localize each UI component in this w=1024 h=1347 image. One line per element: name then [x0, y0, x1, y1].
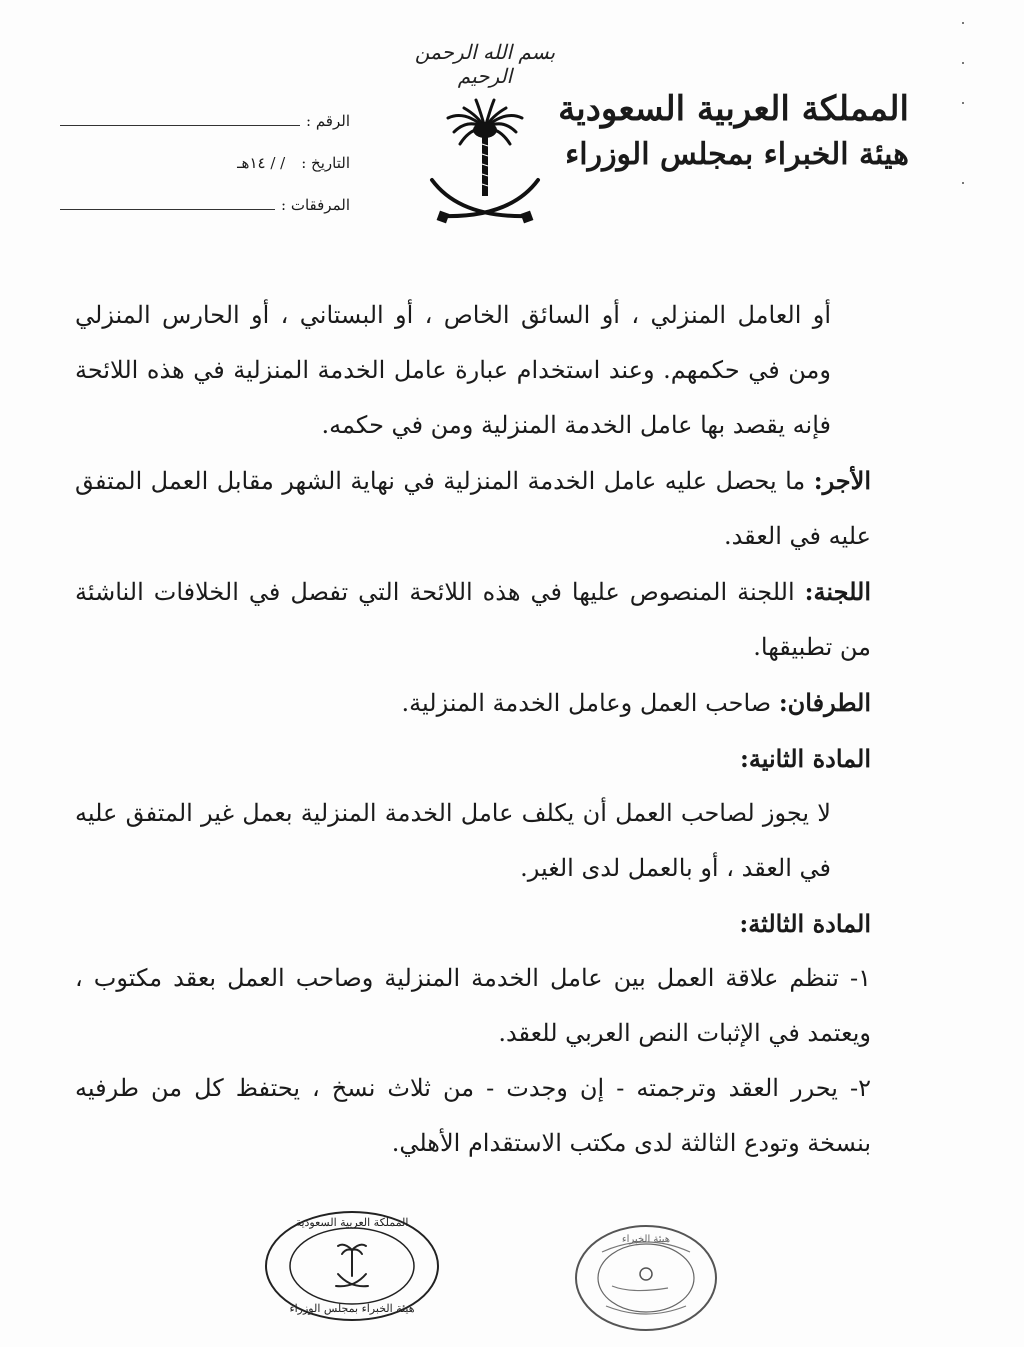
parties-definition — [75, 675, 871, 731]
margin-mark — [962, 22, 964, 24]
committee-definition — [75, 564, 871, 675]
reference-number-row — [60, 88, 350, 130]
margin-mark — [962, 62, 964, 64]
date-row — [60, 130, 350, 172]
wage-text: ما يحصل عليه عامل الخدمة المنزلية في نهاية الشهر مقابل العمل المتفق عليه في العقد. — [75, 467, 871, 550]
parties-term: الطرفان: — [778, 688, 871, 717]
attachments-label: المرفقات : — [281, 196, 350, 214]
wage-term: الأجر: — [813, 466, 871, 495]
official-seal-stamp-icon — [262, 1208, 442, 1324]
date-value: / / ١٤هـ — [237, 154, 286, 172]
basmala-heading: بسم الله الرحمن الرحيم — [414, 40, 556, 88]
parties-text: صاحب العمل وعامل الخدمة المنزلية. — [401, 689, 772, 717]
left-stamp-bottom-text: هيئة الخبراء بمجلس الوزراء — [289, 1302, 415, 1315]
authority-name: هيئة الخبراء بمجلس الوزراء — [565, 137, 909, 172]
reference-fields — [60, 88, 350, 214]
attachments-row — [60, 172, 350, 214]
article-2-text: لا يجوز لصاحب العمل أن يكلف عامل الخدمة المنزلية بعمل غير المتفق عليه في العقد ، أو بالعمل لدى الغير. — [75, 799, 831, 882]
article-3-item-2: ٢- يحرر العقد وترجمته - إن وجدت - من ثلاث نسخ ، يحتفظ كل من طرفيه بنسخة وتودع الثالثة لدى مكتب الاستقدام الأهلي. — [75, 1074, 871, 1157]
reference-number-label: الرقم : — [306, 112, 350, 130]
article-3-heading: المادة الثالثة: — [739, 909, 871, 938]
margin-mark — [962, 102, 964, 104]
margin-mark — [962, 182, 964, 184]
wage-definition — [75, 453, 871, 564]
left-stamp-top-text: المملكة العربية السعودية — [295, 1216, 409, 1229]
definition-paragraph: أو العامل المنزلي ، أو السائق الخاص ، أو البستاني ، أو الحارس المنزلي ومن في حكمهم. وعند استخدام عبارة عامل الخدمة المنزلية في هذه اللائحة فإنه يقصد بها عامل الخدمة المنزلية ومن في حكمه. — [75, 301, 831, 439]
document-body — [75, 288, 871, 1171]
letterhead-title — [558, 85, 909, 177]
palm-swords-emblem-icon — [420, 88, 550, 238]
round-stamp-icon — [572, 1222, 720, 1334]
committee-term: اللجنة: — [804, 577, 871, 606]
right-stamp-text: هيئة الخبراء — [621, 1234, 671, 1245]
attachments-line — [60, 208, 275, 210]
reference-number-line — [60, 124, 300, 126]
article-2-heading: المادة الثانية: — [740, 744, 871, 773]
date-label: التاريخ : — [301, 154, 350, 172]
kingdom-name: المملكة العربية السعودية — [558, 89, 909, 129]
article-3-item-1: ١- تنظم علاقة العمل بين عامل الخدمة المنزلية وصاحب العمل بعقد مكتوب ، ويعتمد في الإثبات النص العربي للعقد. — [75, 964, 871, 1047]
committee-text: اللجنة المنصوص عليها في هذه اللائحة التي تفصل في الخلافات الناشئة من تطبيقها. — [75, 578, 871, 661]
